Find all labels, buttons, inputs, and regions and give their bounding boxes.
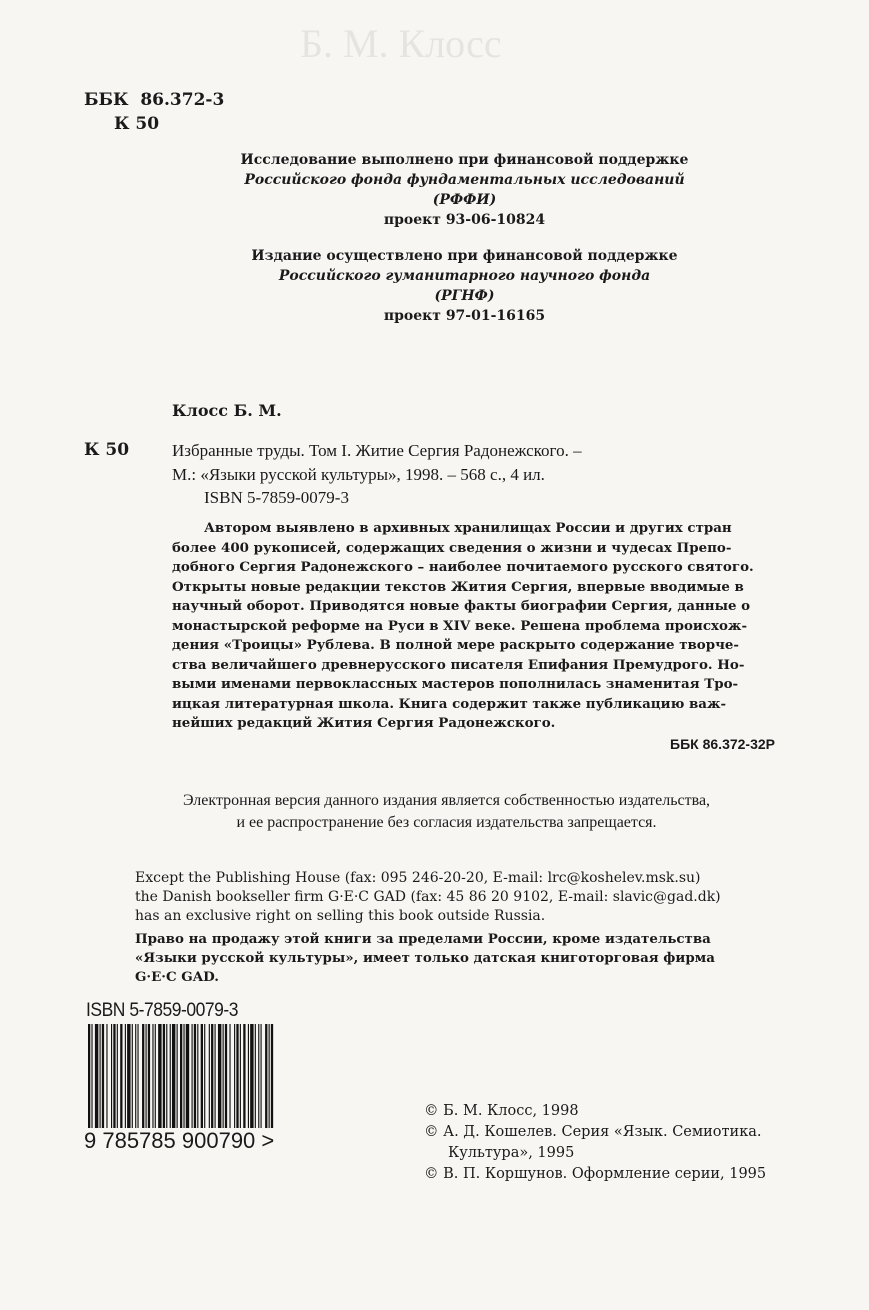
rights-line: G·E·C GAD.	[135, 969, 219, 985]
abstract-line: нейших редакций Жития Сергия Радонежского.	[172, 715, 556, 731]
funding-rffi	[0, 150, 869, 230]
barcode-digits: 9 785785 900790 >	[84, 1128, 275, 1153]
barcode-isbn: ISBN 5-7859-0079-3	[86, 1000, 239, 1021]
notice-line1: Электронная версия данного издания является собственностью издательства,	[182, 792, 711, 809]
funding-rgnf-project: проект 97-01-16165	[383, 308, 546, 324]
funding-rgnf-line3: (РГНФ)	[434, 288, 495, 304]
author-heading: Клосс Б. М.	[172, 401, 282, 420]
abstract-line: Открыты новые редакции текстов Жития Сергия, впервые вводимые в	[172, 578, 744, 595]
bbk-classification	[84, 88, 224, 136]
show-through-ghost: Б. М. Клосс	[300, 21, 502, 66]
funding-rgnf-line2: Российского гуманитарного научного фонда	[278, 268, 651, 284]
abstract	[172, 519, 772, 734]
copyright-line: Культура», 1995	[448, 1145, 575, 1161]
notice-line2: и ее распространение без согласия издательства запрещается.	[236, 814, 657, 831]
abstract-line: дения «Троицы» Рублева. В полной мере раскрыто содержание творче-	[172, 637, 739, 653]
except-line: Except the Publishing House (fax: 095 246-20-20, E-mail: lrc@koshelev.msk.su)	[135, 870, 701, 886]
funding-rgnf	[0, 246, 869, 326]
funding-rffi-line1: Исследование выполнено при финансовой поддержке	[240, 152, 689, 168]
abstract-line: ицкая литературная школа. Книга содержит также публикацию важ-	[172, 695, 727, 712]
abstract-line: ства величайшего древнерусского писателя Епифания Премудрого. Но-	[172, 656, 745, 673]
copyright-line: © А. Д. Кошелев. Серия «Язык. Семиотика.	[424, 1124, 762, 1140]
abstract-line: более 400 рукописей, содержащих сведения о жизни и чудесах Препо-	[172, 539, 732, 556]
barcode	[84, 1000, 284, 1170]
copyright-line: © Б. М. Клосс, 1998	[424, 1103, 579, 1119]
isbn-number: ISBN 5-7859-0079-3	[204, 488, 349, 507]
except-line: has an exclusive right on selling this book outside Russia.	[135, 908, 546, 924]
abstract-line: выми именами первоклассных мастеров пополнилась знаменитая Тро-	[172, 676, 739, 692]
copyright-line: © В. П. Коршунов. Оформление серии, 1995	[424, 1166, 767, 1182]
bbk-code-line: ББК 86.372-3	[84, 90, 225, 110]
rights-line: Право на продажу этой книги за пределами России, кроме издательства	[135, 931, 711, 947]
distribution-notice-en	[135, 869, 721, 926]
barcode-bars	[84, 1024, 280, 1132]
except-line: the Danish bookseller firm G·E·C GAD (fax: 45 86 20 9102, E-mail: slavic@gad.dk)	[135, 889, 721, 905]
electronic-version-notice	[0, 790, 869, 834]
abstract-line: научный оборот. Приводятся новые факты биографии Сергия, данные о	[172, 598, 751, 614]
funding-rffi-line2: Российского фонда фундаментальных исследований	[244, 172, 685, 188]
main-entry-line1: Избранные труды. Том I. Житие Сергия Радонежского. –	[172, 441, 582, 460]
call-number: К 50	[84, 440, 130, 460]
call-number-line: К 50	[114, 114, 160, 134]
rights-line: «Языки русской культуры», имеет только датская книготорговая фирма	[135, 950, 715, 966]
copyright-block	[424, 1101, 766, 1185]
abstract-line: Автором выявлено в архивных хранилищах России и других стран	[204, 520, 732, 536]
abstract-line: добного Сергия Радонежского – наиболее почитаемого русского святого.	[172, 559, 754, 575]
main-entry-line2: М.: «Языки русской культуры», 1998. – 568 с., 4 ил.	[172, 465, 545, 484]
distribution-notice-ru	[135, 930, 715, 987]
main-entry	[172, 439, 772, 487]
funding-rffi-line3: (РФФИ)	[432, 192, 497, 208]
bbk-final-code: ББК 86.372-32Р	[670, 736, 775, 752]
funding-rffi-project: проект 93-06-10824	[383, 212, 546, 228]
abstract-line: монастырской реформе на Руси в XIV веке. Решена проблема происхож-	[172, 617, 747, 634]
funding-rgnf-line1: Издание осуществлено при финансовой поддержке	[251, 248, 678, 264]
